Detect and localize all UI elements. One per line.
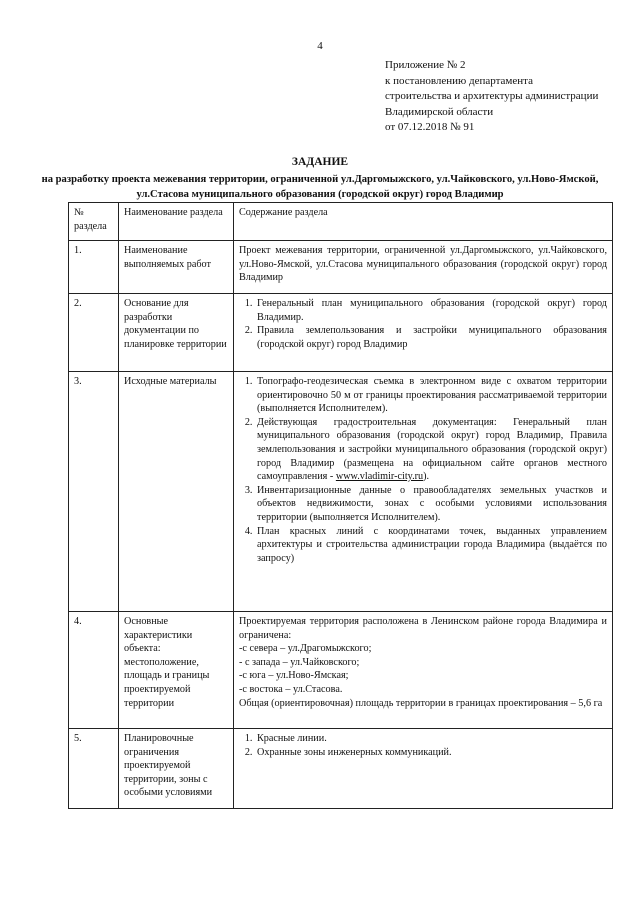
list-item-text: Действующая градостроительная документация: Генеральный план муниципального образования (городской округ) город Владимир, Правила землепользования и застройки муниципального образования (городской округ) город Владимир (размещена на официальном сайте органов местного самоуправления - (257, 416, 607, 483)
content-line: Проектируемая территория расположена в Ленинском районе города Владимира и ограничена: (239, 616, 607, 641)
appendix-block (385, 58, 598, 136)
list-item-tail: ). (423, 471, 430, 483)
table-row (69, 729, 613, 809)
row-name: Планировочные ограничения проектируемой территории, зоны с особыми условиями (119, 729, 234, 809)
list-item: 1. Красные линии. (255, 732, 607, 746)
appendix-line: строительства и архитектуры администрации (385, 90, 599, 103)
table-row (69, 241, 613, 294)
row-name: Основание для разработки документации по планировке территории (119, 294, 234, 372)
row-content (234, 729, 613, 809)
table-row (69, 612, 613, 729)
content-line: -с севера – ул.Драгомыжского; (239, 643, 372, 655)
page-number: 4 (317, 40, 323, 52)
row-content: Проект межевания территории, ограниченной ул.Даргомыжского, ул.Чайковского, ул.Ново-Ямской, ул.Стасова муниципального образования (городской округ) город Владимир (234, 241, 613, 294)
content-line: -с востока – ул.Стасова. (239, 683, 343, 695)
table-row (69, 294, 613, 372)
row-name: Основные характеристики объекта: местоположение, площадь и границы проектируемой территории (119, 612, 234, 729)
appendix-line: от 07.12.2018 № 91 (385, 121, 475, 134)
header-cell-content: Содержание раздела (234, 203, 613, 241)
list-item (255, 416, 607, 484)
row-num: 3. (69, 372, 119, 612)
table-row (69, 372, 613, 612)
list-item: 2. Правила землепользования и застройки муниципального образования (городской округ) город Владимир (255, 324, 607, 351)
list-item: 2. Охранные зоны инженерных коммуникаций. (255, 746, 607, 760)
content-line: Общая (ориентировочная) площадь территории в границах проектирования – 5,6 га (239, 697, 603, 709)
row-content (234, 294, 613, 372)
document-subtitle: на разработку проекта межевания территории, ограниченной ул.Даргомыжского, ул.Чайковского, ул.Ново-Ямской, ул.Стасова муниципального образования (городской округ) город Владимир (41, 174, 599, 200)
content-line: -с юга – ул.Ново-Ямская; (239, 670, 349, 682)
site-link[interactable]: www.vladimir-city.ru (335, 471, 424, 483)
list-item: 3. Инвентаризационные данные о правообладателях земельных участков и объектов недвижимости, зонах с особыми условиями использования территории (выполняется Исполнителем). (255, 484, 607, 525)
document-title: ЗАДАНИЕ (291, 156, 349, 168)
row-name: Наименование выполняемых работ (119, 241, 234, 294)
table-header-row (69, 203, 613, 241)
row-content (234, 612, 613, 729)
row-num: 1. (69, 241, 119, 294)
row-num: 5. (69, 729, 119, 809)
appendix-line: Владимирской области (385, 105, 494, 118)
row-num: 4. (69, 612, 119, 729)
list-item: 1. Топографо-геодезическая съемка в электронном виде с охватом территории ориентировочно 50 м от границы проектирования рассматриваемой территории (выполняется Исполнителем). (255, 375, 607, 416)
header-cell-name: Наименование раздела (119, 203, 234, 241)
row-content (234, 372, 613, 612)
appendix-line: Приложение № 2 (385, 59, 466, 71)
header-cell-num: № раздела (69, 203, 119, 241)
task-table (68, 202, 613, 809)
row-name: Исходные материалы (119, 372, 234, 612)
list-item: 4. План красных линий с координатами точек, выданных управлением архитектуры и строительства администрации города Владимира (выдаётся по запросу) (255, 525, 607, 566)
row-num: 2. (69, 294, 119, 372)
appendix-line: к постановлению департамента (385, 74, 533, 87)
content-line: - с запада – ул.Чайковского; (239, 656, 360, 668)
list-item: 1. Генеральный план муниципального образования (городской округ) город Владимир. (255, 297, 607, 324)
